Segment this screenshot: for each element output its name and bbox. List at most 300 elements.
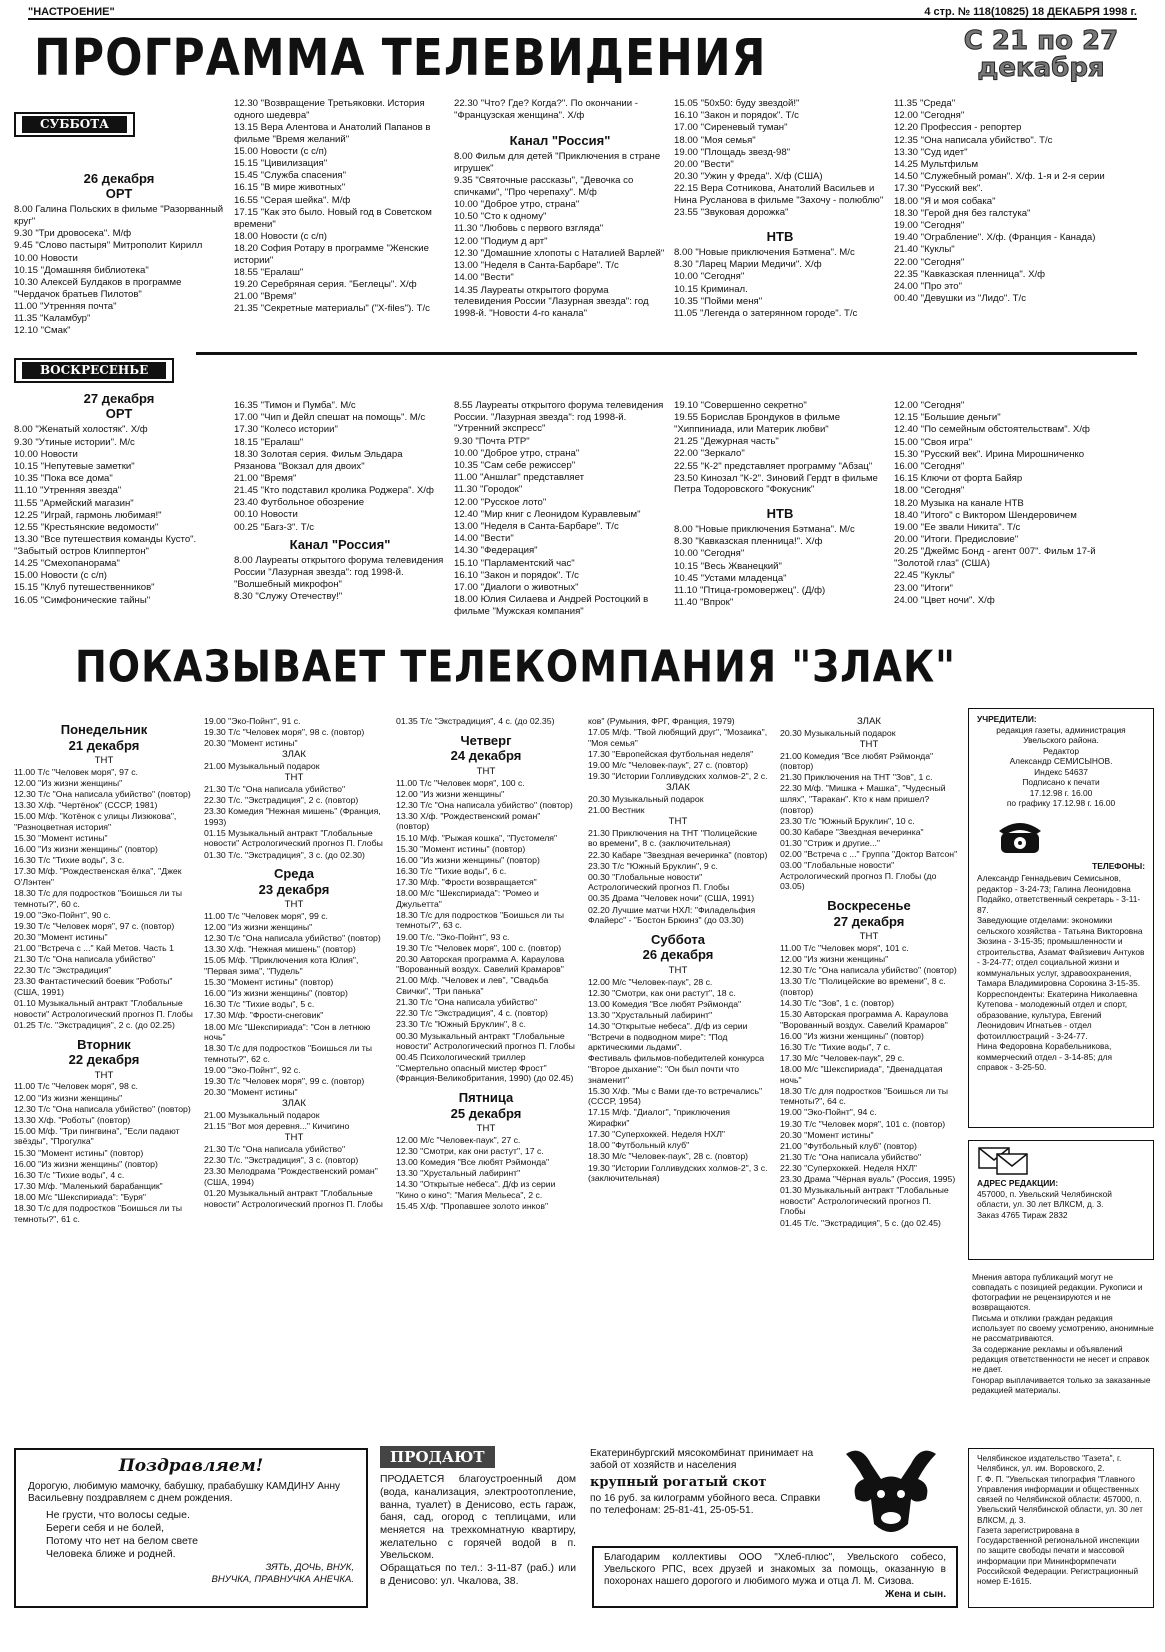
listing-item: 21.30 Т/с "Она написала убийство" [780,1151,922,1162]
listing-item: 20.30 "Момент истины" [204,1087,298,1098]
listing-item: 17.30 "Колесо истории" [234,424,338,436]
listing-item: 17.05 М/ф. "Твой любящий друг", "Мозаика", "Моя семья" [588,727,768,748]
listing-block [204,911,384,1098]
listing-item: 00.35 Драма "Человек ночи" (США, 1991) [588,893,755,904]
listing-item: 12.00 "Из жизни женщины" [396,788,505,799]
sale-label: ПРОДАЮТ [380,1446,495,1468]
listing-item: 21.30 Приключения на ТНТ "Зов", 1 с. [780,772,933,783]
listing-item: 19.30 Т/с "Человек моря", 98 с. (повтор) [204,727,365,738]
listing-item: 13.00 Комедия "Все любят Рэймонда" [396,1157,550,1168]
listing-item: 15.00 Новости (с с/п) [14,570,107,582]
listing-item: 14.00 "Вести" [454,272,514,284]
sale-ad [380,1446,576,1588]
listing-item: 12.00 М/с "Человек-паук", 27 с. [396,1134,521,1145]
listing-item: 16.30 Т/с "Тихие воды", 4 с. [14,1169,125,1180]
listing-item: 10.00 "Доброе утро, страна" [454,447,580,459]
sunday-col1 [14,358,224,607]
zlak-friday-heading: Пятница 25 декабря [450,1090,522,1121]
listing-item: 16.15 "В мире животных" [234,182,346,194]
listing-item: 18.20 София Ротару в программе "Женские истории" [234,242,429,266]
saturday-label-box [14,112,135,137]
address-box [968,1140,1154,1260]
listing-item: 21.00 "Футбольный клуб" (повтор) [780,1140,917,1151]
listing-item: 17.00 "Диалоги о животных" [454,582,579,594]
zlak-col3 [396,716,576,1212]
listing-item: ВНУЧКА, ПРАВНУЧКА АНЕЧКА. [211,1573,354,1585]
listing-item: 18.15 "Ералаш" [234,436,304,448]
listing-item: 18.00 "Футбольный клуб" [588,1140,690,1151]
listing-item: 00.25 "Багз-3". Т/с [234,521,315,533]
listing-item: 13.00 "Неделя в Санта-Барбаре". Т/с [454,260,619,272]
zlak-sunday-heading: Воскресенье 27 декабря [827,897,911,929]
listing-item: 15.45 "Служба спасения" [234,170,347,182]
listing-item: Нина Федоровна Корабельникова, коммерческий отдел - 3-14-85; для справок - 3-25-50. [977,1041,1113,1072]
listing-item: 17.30 М/ф. "Фрости-снеговик" [204,1010,324,1021]
listing-item: 18.30 Т/с для подростков "Боишься ли ты темноты?", 62 с. [204,1043,373,1064]
listing-item: 16.55 "Серая шейка". М/ф [234,194,351,206]
sale-text: ПРОДАЕТСЯ благоустроенный дом (вода, канализация, электроотопление, ванна, туалет) в Денисово, есть гараж, баня, сад, огород с теплицами, или меняется на трехкомнатную квартиру, желательно с горячей водой в п. Увельском. [380,1474,576,1562]
listing-item: 457000, п. Увельский Челябинской области, ул. 30 лет ВЛКСМ, д. 3. [977,1188,1112,1209]
listing-item: 19.00 "Эко-Пойнт", 90 с. [14,909,111,920]
listing-item: 12.25 "Играй, гармонь любимая!" [14,509,162,521]
listing-item: 17.30 М/с "Человек-паук", 29 с. [780,1052,905,1063]
listing-item: 18.30 Т/с для подростков "Боишься ли ты темноты?", 63 с. [396,909,565,931]
listing-item: 15.30 Х/ф. "Мы с Вами где-то встречались" (СССР, 1954) [588,1085,763,1107]
meat-intro: Екатеринбургский мясокомбинат принимает на забой от хозяйств и населения [590,1448,814,1472]
listing-item: 15.30 "Русский век". Ирина Мирошниченко [894,448,1085,460]
listing-item: 12.30 "Смотри, как они растут", 17 с. [396,1146,544,1157]
listing-block [977,873,1145,1073]
listing-item: 16.10 "Закон и порядок". Т/с [454,569,579,581]
listing-block [674,247,886,320]
listing-item: 12.30 Т/с "Она написала убийство" (повтор) [204,933,381,944]
zlak-net-label: ТНТ [284,772,304,784]
listing-item: 15.45 Х/ф. "Пропавшее золото инков" [396,1201,549,1212]
saturday-col2 [234,98,446,316]
listing-block [588,828,768,926]
sunday-channel: ОРТ [105,406,133,422]
listing-item: 14.25 "Смехопанорама" [14,558,120,570]
listing-item: 12.35 "Она написала убийство". Т/с [894,134,1053,146]
listing-item: 12.30 Т/с "Она написала убийство" (повтор) [396,799,573,810]
zlak-net-label: ТНТ [476,1123,496,1135]
listing-item: 14.30 "Открытые небеса". Д/ф из серии "Встречи в подводном мире": "Под арктическими льдами". [588,1021,748,1053]
listing-item: 21.30 Приключения на ТНТ "Полицейские во времени", 8 с. (заключительная) [588,827,758,849]
listing-item: 12.00 "Русское лото" [454,496,547,508]
listing-item: 16.30 Т/с "Тихие воды", 3 с. [14,855,125,866]
listing-item: 21.00 "Время" [234,291,297,303]
listing-item: 12.00 "Сегодня" [894,400,965,411]
listing-item: 22.30 "Суперхоккей. Неделя НХЛ" [780,1163,917,1174]
listing-item: 22.30 Т/с. "Экстрадиция", 3 с. (повтор) [204,1155,359,1166]
listing-item: 10.00 "Сегодня" [674,548,745,560]
listing-item: 20.30 "Ужин у Фреда". Х/ф (США) [674,171,823,183]
listing-item: 21.00 Музыкальный подарок [204,761,320,772]
listing-block [14,204,224,337]
listing-item: 12.40 "Мир книг с Леонидом Куравлевым" [454,508,641,520]
listing-item: 13.30 "Все путешествия команды Кусто". "Забытый остров Клиппертон" [14,534,197,557]
listing-item: 18.30 Т/с для подростков "Боишься ли ты темноты?", 61 с. [14,1203,183,1224]
listing-item: 16.00 "Из жизни женщины" (повтор) [780,1030,924,1041]
listing-item: 11.55 "Армейский магазин" [14,497,134,509]
listing-item: 16.00 "Из жизни женщины" (повтор) [14,844,158,855]
sunday-channel-russia: Канал "Россия" [289,537,391,553]
listing-item: 12.30 Т/с "Она написала убийство" (повтор) [14,1103,191,1114]
printer-box [968,1448,1154,1608]
listing-item: 9.30 "Три дровосека". М/ф [14,228,132,240]
listing-item: 18.30 Золотая серия. Фильм Эльдара Рязанова "Вокзал для двоих" [234,448,403,472]
zlak-col1 [14,716,194,1225]
listing-item: 14.30 Т/с "Зов", 1 с. (повтор) [780,997,895,1008]
listing-item: 16.00 "Из жизни женщины" (повтор) [204,988,348,999]
listing-item: редакция газеты, администрация Увельского района. [996,724,1126,745]
listing-block [674,98,886,219]
listing-block [972,1272,1154,1395]
date-range-line1: С 21 по 27 [963,26,1119,56]
listing-item: 11.35 "Среда" [894,98,956,109]
listing-item: 17.15 "Как это было. Новый год в Советском времени" [234,206,432,230]
listing-item: 9.45 "Слово пастыря" Митрополит Кирилл [14,240,203,252]
listing-item: 15.15 "Клуб путешественников" [14,582,155,594]
listing-item: 13.30 Т/с "Полицейские во времени", 8 с. (повтор) [780,976,946,997]
listing-item: 23.30 Т/с "Южный Бруклин", 8 с. [396,1019,526,1030]
listing-item: 11.00 Т/с "Человек моря", 98 с. [14,1081,138,1092]
address-title: АДРЕС РЕДАКЦИИ: [977,1178,1059,1188]
listing-item: 10.45 "Устами младенца" [674,572,787,584]
listing-block [674,524,886,609]
zlak-col2 [204,716,384,1210]
envelope-icon [977,1146,1031,1176]
zlak-col5 [780,716,958,1229]
listing-item: 22.35 "Кавказская пленница". Х/ф [894,268,1046,280]
listing-item: 12.30 "Домашние хлопоты с Наталией Варлей" [454,247,665,259]
listing-block [588,977,768,1184]
listing-item: 16.05 "Симфонические тайны" [14,594,151,606]
saturday-channel-russia: Канал "Россия" [509,133,611,149]
listing-block [14,1081,194,1224]
listing-item: 02.00 "Встреча с ..." Группа "Доктор Ватсон" [780,849,958,859]
listing-item: 14.30 "Открытые небеса". Д/ф из серии "Кино о кино": "Магия Мельеса", 2 с. [396,1179,556,1200]
listing-block [14,767,194,1031]
listing-item: 17.30 М/ф. "Маленький барабанщик" [14,1180,163,1191]
listing-item: 01.45 Т/с. "Экстрадиция", 5 с. (до 02.45) [780,1217,941,1228]
listing-item: 8.30 "Служу Отечеству!" [234,590,343,602]
listing-item: 02.20 Лучшие матчи НХЛ: "Филадельфия Флайерс" - "Бостон Брюинз" (до 03.30) [588,904,756,926]
listing-item: 16.30 Т/с "Тихие воды", 5 с. [204,999,315,1010]
listing-item: 22.30 М/ф. "Мишка + Машка", "Чудесный шлях", "Таракан". Кто к нам пришел? (повтор) [780,783,946,815]
listing-item: 12.00 "Из жизни женщины" [14,1092,123,1103]
listing-item: 13.30 Х/ф. "Рождественский роман" (повтор) [396,810,541,832]
telephone-icon [997,817,1043,857]
listing-block [28,1481,354,1505]
listing-block [204,1110,384,1132]
listing-block [234,98,446,315]
listing-item: 15.00 М/ф. "Котёнок с улицы Лизюкова", "Разноцветная история" [14,811,177,832]
listing-item: 16.35 "Тимон и Пумба". М/с [234,400,356,411]
zlak-saturday-heading: Суббота 26 декабря [642,931,714,963]
listing-item: 10.35 "Пока все дома" [14,473,113,485]
listing-block [204,784,384,860]
listing-item: 21.30 Т/с "Она написала убийство" [396,997,538,1008]
listing-item: 13.15 Вера Алентова и Анатолий Папанов в фильме "Время желаний" [234,121,431,145]
listing-item: Индекс 54637 [1034,766,1088,777]
listing-item: 14.00 "Вести" [454,533,514,545]
listing-item: 16.00 "Из жизни женщины" (повтор) [396,854,540,865]
sale-contact: Обращаться по тел.: 3-11-87 (раб.) или в Денисово: ул. Чкалова, 38. [380,1563,576,1587]
listing-item: 13.30 "Хрустальный лабиринт" [396,1168,521,1179]
listing-item: 12.30 Т/с "Она написала убийство" (повтор) [780,965,957,976]
zlak-wednesday-heading: Среда 23 декабря [258,866,330,897]
zlak-net-label: ТНТ [859,738,879,750]
listing-item: 15.00 "Своя игра" [894,436,973,448]
listing-item: Корреспонденты: Екатерина Николаевна Кутепова - молодежный отдел и спорт, образование, культура, Евгений Леонидович Игнатьев - отдел фотоиллюстраций - 3-24-77. [977,988,1138,1041]
zlak-net-label: ЗЛАК [666,782,690,794]
listing-item: 03.00 "Глобальные новости" Астрологический прогноз П. Глобы (до 03.05) [780,860,937,892]
zlak-col4 [588,716,768,1184]
listing-item: 15.00 Новости (с с/п) [234,145,327,157]
listing-item: 18.20 Музыка на канале НТВ [894,497,1024,509]
listing-item: Заведующие отделами: экономики сельского хозяйства - Татьяна Викторовна Зюзина - 3-15-35; промышленности и строительства, Азамат Файзиевич Антуков - 3-24-77; отдел социальной жизни и коммунальных услуг, здравоохранения, Тамара Владимировна Сорокина 3-15-35. [977,915,1145,988]
sunday-date: 27 декабря [83,390,155,406]
listing-item: 15.30 "Момент истины" [14,833,108,844]
listing-item: 12.15 "Большие деньги" [894,412,1001,424]
listing-item: 20.30 "Момент истины" [204,738,298,749]
listing-item: 20.25 "Джеймс Бонд - агент 007". Фильм 17-й "Золотой глаз" (США) [894,546,1096,570]
listing-item: 21.00 "Встреча с ..." Кай Метов. Часть 1 [14,943,174,954]
meat-title: крупный рогатый скот [590,1474,767,1490]
zlak-net-label: ЗЛАК [857,716,881,727]
sunday-col5 [894,400,1106,607]
listing-item: 19.00 "Площадь звезд-98" [674,146,791,158]
listing-item: 18.00 М/с "Шекспириада": "Ромео и Джульетта" [396,888,539,909]
listing-item: 23.30 Т/с "Южный Бруклин", 10 с. [780,815,915,826]
listing-item: 01.20 Музыкальный антракт "Глобальные новости" Астрологический прогноз П. Глобы [204,1187,383,1209]
listing-item: 01.15 Музыкальный антракт "Глобальные новости" Астрологический прогноз П. Глобы [204,827,383,849]
listing-item: 11.00 Т/с "Человек моря", 99 с. [204,911,328,921]
listing-item: 10.15 "Весь Жванецкий" [674,560,782,572]
listing-item: 21.35 "Секретные материалы" ("X-files"). Т/с [234,303,430,315]
listing-item: 16.10 "Закон и порядок". Т/с [674,110,799,122]
listing-block [674,400,886,496]
listing-item: 14.50 "Служебный роман". Х/ф. 1-я и 2-я серии [894,171,1105,183]
listing-item: 10.35 "Пойми меня" [674,295,763,307]
listing-item: Не грусти, что волосы седые. [46,1509,190,1522]
listing-item: 17.30 "Русский век". [894,183,983,195]
listing-item: 20.30 Авторская программа А. Караулова "Ворованный воздух. Савелий Крамаров" [396,953,565,975]
listing-item: 8.00 Галина Польских в фильме "Разорванный круг" [14,204,224,228]
listing-item: 10.00 Новости [14,448,78,460]
listing-item: 11.30 "Любовь с первого взгляда" [454,223,604,235]
masthead-box [968,708,1154,1128]
zlak-net-label: ТНТ [476,765,496,777]
listing-item: 00.45 Психологический триллер "Смертельно опасный мистер Фрост" (Франция-Великобритания, 1990) (до 02.45) [396,1052,574,1084]
listing-item: 22.30 Т/с "Экстрадиция", 4 с. (повтор) [396,1008,548,1019]
listing-item: 21.30 Т/с "Она написала убийство" [14,954,156,965]
listing-item: ков" (Румыния, ФРГ, Франция, 1979) [588,716,735,726]
listing-item: 21.00 Музыкальный подарок [204,1110,320,1121]
listing-item: 24.00 "Цвет ночи". Х/ф [894,594,995,606]
listing-item: 11.10 "Птица-громовержец". (Д/ф) [674,585,826,596]
listing-item: 17.30 "Суперхоккей. Неделя НХЛ" [588,1129,725,1140]
listing-block [396,716,576,727]
listing-block [977,1189,1145,1221]
listing-item: 01.25 Т/с. "Экстрадиция", 2 с. (до 02.25) [14,1019,175,1030]
listing-item: 17.30 М/ф. "Фрости возвращается" [396,876,537,887]
listing-block [780,943,958,1228]
listing-item: Потому что нет на белом свете [46,1534,199,1547]
listing-item: по графику 17.12.98 г. 16.00 [1006,798,1116,808]
saturday-col4 [674,98,886,320]
listing-item: 23.30 Драма "Чёрная вуаль" (Россия, 1995) [780,1174,956,1185]
listing-item: 11.00 "Утренняя почта" [14,300,117,312]
listing-item: 21.00 "Время" [234,472,297,484]
listing-item: 10.00 "Сегодня" [674,271,745,283]
listing-item: 9.35 "Святочные рассказы", "Девочка со спичками", "Про черепаху". М/ф [454,175,634,198]
listing-item: 19.00 "Эко-Пойнт", 91 с. [204,716,301,726]
listing-item: 19.30 Т/с "Человек моря", 99 с. (повтор) [204,1076,365,1087]
listing-block [977,1454,1145,1587]
listing-item: 16.00 "Из жизни женщины" (повтор) [14,1158,158,1169]
listing-item: 19.10 "Совершенно секретно" [674,400,807,411]
listing-item: Человека ближе и родней. [46,1547,176,1560]
listing-item: 16.00 "Сегодня" [894,461,965,473]
listing-item: 11.00 "Аншлаг" представляет [454,472,585,484]
listing-item: 15.30 Авторская программа А. Караулова "Ворованный воздух. Савелий Крамаров" [780,1008,949,1030]
listing-item: 13.30 Х/ф. "Роботы" (повтор) [14,1114,131,1125]
editorial-notes [972,1272,1154,1395]
listing-item: 23.30 Т/с "Южный Бруклин", 9 с. [588,860,718,871]
listing-item: 00.10 Новости [234,509,298,521]
listing-item: 22.00 "Сегодня" [894,256,965,268]
thanks-sign: Жена и сын. [885,1588,946,1600]
listing-block [894,98,1106,305]
listing-item: 21.25 "Дежурная часть" [674,436,779,448]
listing-item: 11.10 "Утренняя звезда" [14,485,122,497]
sunday-col2 [234,400,446,603]
listing-item: 10.15 Криминал. [674,283,748,295]
listing-item: 20.00 "Итоги. Предисловие" [894,534,1019,546]
listing-item: 9.30 "Почта РТР" [454,435,530,447]
listing-block [780,728,958,739]
listing-item: 20.30 "Момент истины" [780,1129,874,1140]
listing-item: 23.50 Кинозал "К-2". Зиновий Гердт в фильме Петра Тодоровского "Фокусник" [674,472,878,496]
listing-item: 19.30 "Истории Голливудских холмов-2", 3 с. (заключительная) [588,1162,768,1184]
listing-item: Челябинское издательство "Газета", г. Челябинск, ул. им. Воровского, 2. [977,1454,1122,1474]
listing-block [588,716,768,782]
listing-item: 18.30 Т/с для подростков "Боишься ли ты темноты?", 60 с. [14,888,183,909]
listing-item: 17.00 "Сиреневый туман" [674,122,788,134]
saturday-col5 [894,98,1106,305]
listing-item: 8.00 "Новые приключения Бэтмена". М/с [674,246,855,258]
listing-block [14,424,224,606]
listing-item: 23.40 Футбольное обозрение [234,497,365,509]
listing-item: 19.30 Т/с "Человек моря", 97 с. (повтор) [14,920,175,931]
zlak-net-label: ТНТ [859,931,879,943]
listing-item: 22.30 Т/с "Экстрадиция" [14,965,112,976]
listing-item: Заказ 4765 Тираж 2832 [977,1209,1068,1220]
listing-item: 19.00 М/с "Человек-паук", 27 с. (повтор) [588,759,749,770]
listing-item: 11.30 "Городок" [454,484,523,496]
listing-block [454,98,666,121]
zlak-monday-heading: Понедельник 21 декабря [60,722,148,753]
zlak-net-label: ТНТ [668,964,688,976]
listing-item: 21.00 Вестник [588,804,645,815]
listing-item: 11.05 "Легенда о затерянном городе". Т/с [674,307,858,319]
listing-item: 8.00 Фильм для детей "Приключения в стране игрушек" [454,151,661,174]
listing-item: 18.00 М/с "Шекспириада", "Двенадцатая ночь" [780,1064,943,1085]
listing-item: 11.00 Т/с "Человек моря", 101 с. [780,942,909,953]
listing-block [204,761,384,772]
listing-item: 12.40 "По семейным обстоятельствам". Х/ф [894,424,1090,436]
listing-item: 19.00 Т/с. "Эко-Пойнт", 93 с. [396,931,510,942]
listing-item: 15.15 "Цивилизация" [234,158,328,170]
listing-item: 18.55 "Ералаш" [234,266,304,278]
listing-item: 01.35 Т/с "Экстрадиция", 4 с. (до 02.35) [396,716,555,726]
listing-item: 16.30 Т/с "Тихие воды", 7 с. [780,1041,891,1052]
listing-item: Гонорар выплачивается только за заказанные редакцией материалы. [972,1374,1151,1395]
listing-item: 22.45 "Куклы" [894,570,955,582]
congrats-ad [14,1448,368,1608]
listing-item: 12.30 "Возвращение Третьяковки. История одного шедевра" [234,98,425,121]
listing-item: 01.30 Музыкальный антракт "Глобальные новости" Астрологический прогноз П. Глобы [780,1185,949,1217]
listing-item: 9.30 "Утиные истории". М/с [14,436,135,448]
listing-item: 8.00 "Женатый холостяк". Х/ф [14,424,148,436]
listing-block [204,1144,384,1209]
page-title: ПРОГРАММА ТЕЛЕВИДЕНИЯ [34,29,767,88]
listing-item: 15.05 "50х50: буду звездой!" [674,98,800,109]
saturday-date: 26 декабря [83,170,155,186]
listing-item: 18.00 "Я и моя собака" [894,195,996,207]
saturday-channel: ОРТ [105,186,133,202]
listing-block [588,794,768,816]
listing-item: 8.55 Лауреаты открытого форума телевидения России. "Лазурная звезда": год 1998-й. "Утренний экспресс" [454,400,664,435]
listing-item: 23.55 "Звуковая дорожка" [674,207,789,219]
listing-item: 10.00 Новости [14,252,78,264]
listing-item: 19.30 "Истории Голливудских холмов-2", 2 с. [588,771,768,782]
listing-item: 22.55 "К-2" представляет программу "Абзац" [674,460,873,472]
listing-item: 00.40 "Девушки из "Лидо". Т/с [894,293,1026,305]
listing-item: 13.30 "Суд идет" [894,146,968,158]
listing-item: 8.30 "Ларец Марии Медичи". Х/ф [674,259,822,271]
listing-item: 12.10 "Смак" [14,325,71,337]
listing-item: 17.00 "Чип и Дейл спешат на помощь". М/с [234,412,426,424]
listing-item: 23.30 Мелодрама "Рождественский роман" (США, 1994) [204,1166,378,1187]
listing-item: 12.00 "Из жизни женщины" [204,922,313,933]
listing-item: 20.30 Музыкальный подарок [780,727,896,738]
listing-item: 21.45 "Кто подставил кролика Роджера". Х/ф [234,484,434,496]
listing-block [894,400,1106,606]
listing-item: 22.00 "Зеркало" [674,448,745,460]
listing-item: Письма и отклики граждан редакция использует по своему усмотрению, анонимные не рассматриваются. [972,1312,1154,1344]
listing-block [396,1135,576,1212]
listing-item: 19.30 Т/с "Человек моря", 101 с. (повтор) [780,1118,946,1129]
issue-info: 4 стр. № 118(10825) 18 ДЕКАБРЯ 1998 г. [924,6,1137,18]
saturday-col1 [14,112,224,338]
listing-item: 16.30 Т/с "Тихие воды", 6 с. [396,865,507,876]
listing-item: 14.30 "Федерация" [454,545,538,557]
listing-item: 13.30 Х/ф. "Чертёнок" (СССР, 1981) [14,800,158,811]
listing-item: 21.15 "Вот моя деревня..." Кичигино [204,1121,350,1132]
zlak-net-label: ТНТ [668,816,688,828]
zlak-net-label: ТНТ [284,1132,304,1144]
listing-item: ЗЯТЬ, ДОЧЬ, ВНУК, [265,1562,354,1574]
sunday-col3 [454,400,666,618]
listing-item: 19.00 "Ее звали Никита". Т/с [894,522,1021,534]
listing-item: 8.00 Лауреаты открытого форума телевидения России "Лазурная звезда": год 1998-й. "Волшебный микрофон" [234,555,444,590]
listing-item: 18.00 "Моя семья" [674,134,756,146]
listing-item: 00.30 Музыкальный антракт "Глобальные новости" Астрологический прогноз П. Глобы [396,1030,575,1052]
listing-item: 21.00 Комедия "Все любят Рэймонда" (повтор) [780,750,934,772]
